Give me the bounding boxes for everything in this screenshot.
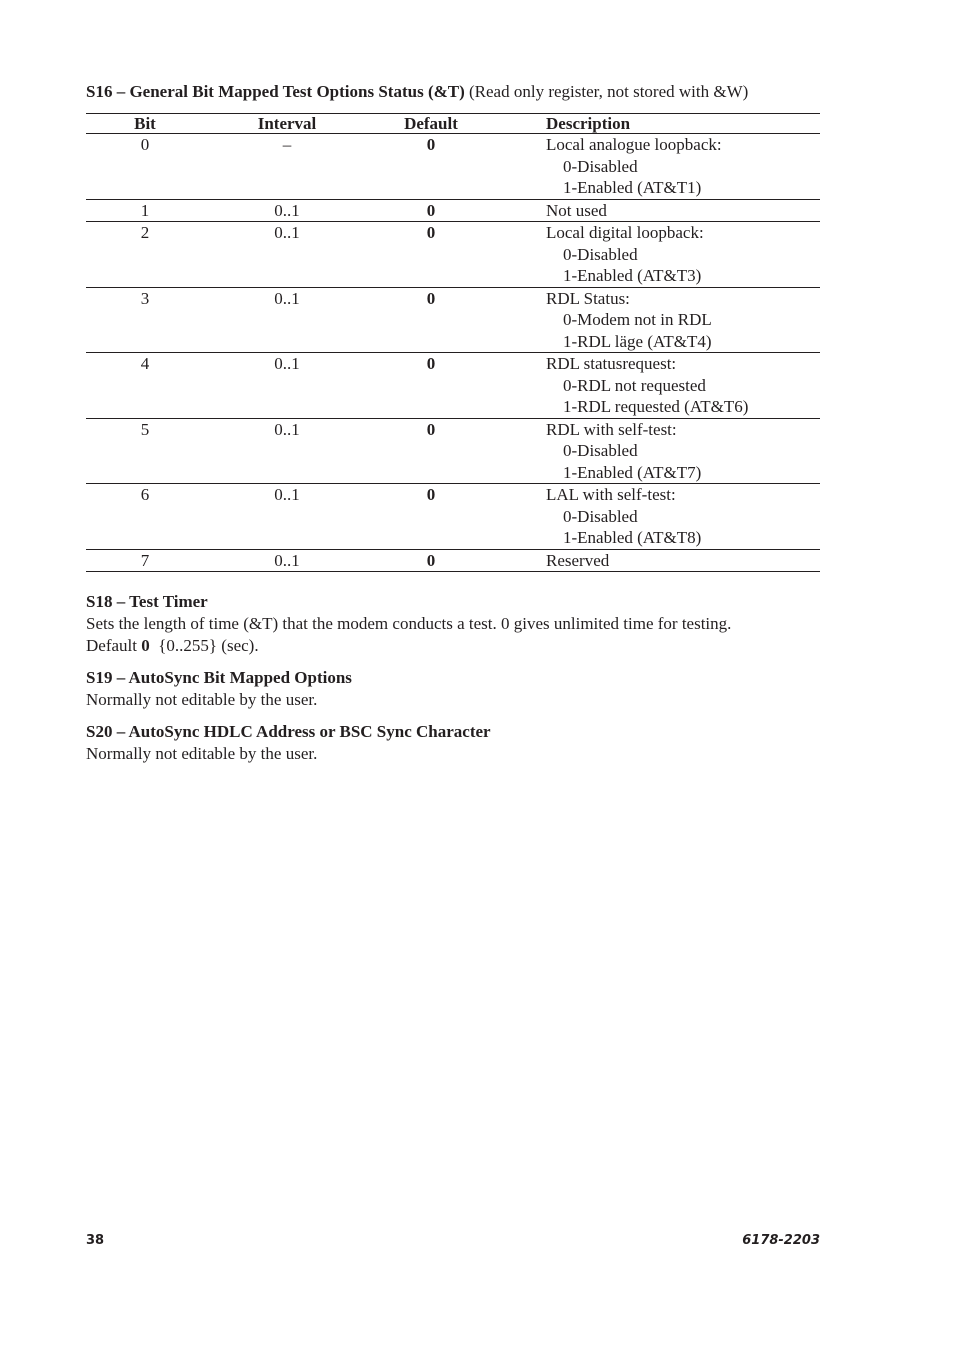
s19-section <box>86 667 820 711</box>
header-description: Description <box>546 114 631 133</box>
page-content <box>86 80 820 765</box>
bit-cell: 2 <box>140 223 150 242</box>
description-cell <box>492 484 820 550</box>
document-number: 6178-2203 <box>742 1233 820 1248</box>
interval-cell: 0..1 <box>274 288 300 308</box>
table-row <box>86 353 820 419</box>
default-cell <box>370 353 492 419</box>
default-cell-value: 0 <box>426 200 436 220</box>
description-cell <box>492 418 820 484</box>
interval-cell: 0..1 <box>274 354 300 373</box>
description-text: LAL with self-test: <box>546 485 676 504</box>
default-cell-value: 0 <box>426 288 436 308</box>
bit-cell: 1 <box>140 200 150 220</box>
table-row <box>86 134 820 200</box>
default-cell <box>370 134 492 200</box>
table-header-row <box>86 114 820 134</box>
description-option: 1-Enabled (AT&T8) <box>563 528 702 547</box>
s20-title: S20 – AutoSync HDLC Address or BSC Sync Character <box>86 722 491 741</box>
description-cell <box>492 549 820 572</box>
s19-title: S19 – AutoSync Bit Mapped Options <box>86 668 352 687</box>
interval-cell: 0..1 <box>274 200 300 220</box>
description-cell <box>492 199 820 222</box>
description-cell <box>492 353 820 419</box>
description-cell <box>492 222 820 288</box>
description-option: 1-RDL requested (AT&T6) <box>563 397 749 416</box>
description-text: Local analogue loopback: <box>546 135 722 154</box>
bit-cell: 6 <box>140 485 150 504</box>
default-cell-value: 0 <box>426 550 436 570</box>
header-default: Default <box>404 114 458 133</box>
description-cell <box>492 287 820 353</box>
table-row <box>86 287 820 353</box>
bit-cell: 0 <box>140 135 150 154</box>
interval-cell: – <box>282 135 292 154</box>
default-cell <box>370 549 492 572</box>
default-cell <box>370 199 492 222</box>
description-option: 0-Disabled <box>563 156 638 176</box>
description-option: 0-RDL not requested <box>563 375 706 395</box>
interval-cell: 0..1 <box>274 485 300 504</box>
description-text: Not used <box>546 200 607 220</box>
default-cell <box>370 287 492 353</box>
description-text: Reserved <box>546 550 610 570</box>
s18-section <box>86 591 820 657</box>
interval-cell: 0..1 <box>274 419 300 439</box>
default-cell <box>370 418 492 484</box>
table-row <box>86 222 820 288</box>
description-text: RDL with self-test: <box>546 419 677 439</box>
s19-body: Normally not editable by the user. <box>86 690 318 709</box>
description-option: 0-Disabled <box>563 244 638 264</box>
table-row <box>86 549 820 572</box>
s16-note: (Read only register, not stored with &W) <box>469 82 749 101</box>
s18-title: S18 – Test Timer <box>86 592 208 611</box>
default-cell <box>370 222 492 288</box>
bit-cell: 5 <box>140 419 150 439</box>
table-row <box>86 418 820 484</box>
table-body <box>86 134 820 572</box>
s18-default-line <box>86 635 820 657</box>
description-option: 0-Disabled <box>563 441 638 460</box>
default-cell-value: 0 <box>426 419 436 439</box>
default-cell-value: 0 <box>426 135 436 154</box>
default-cell-value: 0 <box>426 223 436 242</box>
s18-body: Sets the length of time (&T) that the modem conducts a test. 0 gives unlimited time for testing. <box>86 614 732 633</box>
s18-default-value: 0 <box>141 636 150 655</box>
s20-body: Normally not editable by the user. <box>86 744 318 763</box>
description-option: 1-Enabled (AT&T7) <box>563 462 702 482</box>
interval-cell: 0..1 <box>274 550 300 570</box>
bit-cell: 7 <box>140 550 150 570</box>
table-row <box>86 484 820 550</box>
description-text: RDL statusrequest: <box>546 354 677 373</box>
default-cell-value: 0 <box>426 485 436 504</box>
description-cell <box>492 134 820 200</box>
s16-title: S16 – General Bit Mapped Test Options Status (&T) <box>86 82 465 101</box>
default-cell <box>370 484 492 550</box>
s20-section <box>86 721 820 765</box>
s18-range: {0..255} (sec). <box>158 636 259 655</box>
header-interval: Interval <box>257 114 317 133</box>
table-row <box>86 199 820 222</box>
header-bit: Bit <box>134 114 156 133</box>
interval-cell: 0..1 <box>274 223 300 242</box>
description-text: Local digital loopback: <box>546 223 704 242</box>
s18-default-label: Default <box>86 636 137 655</box>
description-text: RDL Status: <box>546 288 630 308</box>
bit-cell: 4 <box>140 354 150 373</box>
description-option: 0-Modem not in RDL <box>563 310 712 329</box>
description-option: 0-Disabled <box>563 506 638 526</box>
s16-heading <box>86 80 820 104</box>
description-option: 1-Enabled (AT&T1) <box>563 178 702 197</box>
bit-cell: 3 <box>140 288 150 308</box>
s16-bit-table <box>86 113 820 572</box>
description-option: 1-RDL läge (AT&T4) <box>563 331 712 351</box>
description-option: 1-Enabled (AT&T3) <box>563 266 702 285</box>
page-number: 38 <box>86 1233 105 1248</box>
default-cell-value: 0 <box>426 354 436 373</box>
